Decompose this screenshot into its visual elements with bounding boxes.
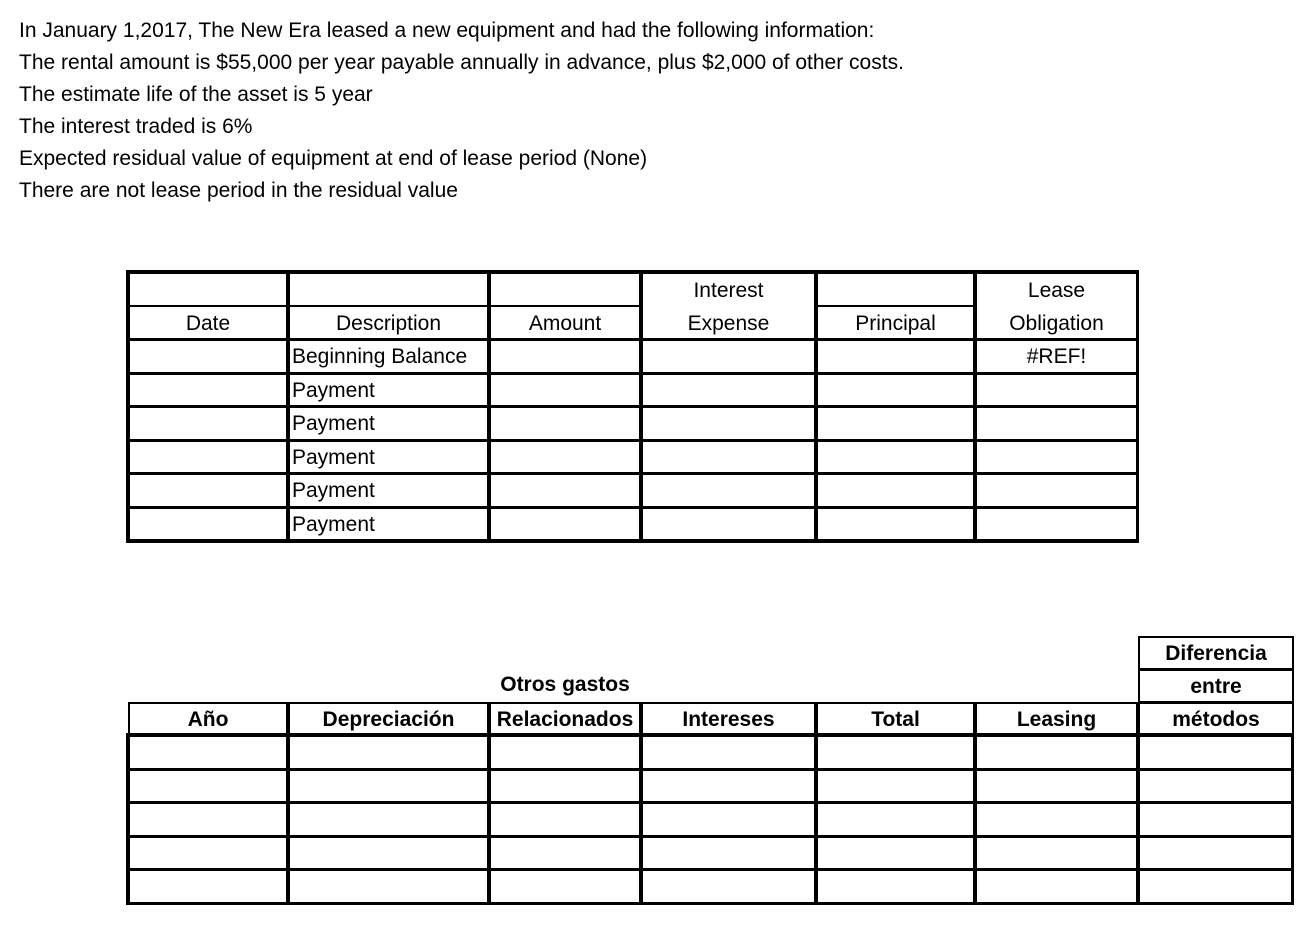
table-cell[interactable]: Payment	[288, 507, 489, 542]
column-header-line: Obligation	[1009, 312, 1104, 335]
column-header: Intereses	[641, 702, 816, 735]
column-header-line: Expense	[687, 312, 770, 335]
comparison-table-frame	[126, 733, 1294, 905]
column-header-line: Lease	[1027, 279, 1086, 302]
statement-line: The interest traded is 6%	[19, 115, 253, 138]
column-header-line: Description	[335, 312, 442, 335]
table-cell[interactable]: #REF!	[975, 339, 1138, 374]
column-header: Relacionados	[489, 702, 641, 735]
table-cell[interactable]: Payment	[288, 373, 489, 408]
column-header-line: Principal	[855, 312, 936, 335]
column-header: métodos	[1138, 702, 1294, 735]
diff-header-line: Diferencia	[1138, 636, 1294, 670]
column-header-line: Interest	[693, 279, 764, 302]
column-header-line: Date	[185, 312, 231, 335]
column-header: Depreciación	[288, 702, 489, 735]
statement-line: The rental amount is $55,000 per year payable annually in advance, plus $2,000 of other costs.	[19, 51, 904, 74]
column-header: Año	[128, 702, 288, 735]
table-cell[interactable]: Beginning Balance	[288, 339, 489, 374]
statement-line: In January 1,2017, The New Era leased a new equipment and had the following information:	[19, 19, 875, 42]
table-cell[interactable]: Payment	[288, 473, 489, 508]
column-header: Total	[816, 702, 975, 735]
statement-line: The estimate life of the asset is 5 year	[19, 83, 373, 106]
table-cell[interactable]: Payment	[288, 406, 489, 441]
diff-header-line: entre	[1138, 669, 1294, 703]
problem-statement	[19, 15, 904, 207]
lease-table-frame	[126, 270, 1139, 543]
statement-line: There are not lease period in the residual value	[19, 179, 458, 202]
otros-gastos-label: Otros gastos	[500, 673, 630, 696]
statement-line: Expected residual value of equipment at end of lease period (None)	[19, 147, 648, 170]
table-cell[interactable]: Payment	[288, 440, 489, 475]
column-header-line: Amount	[528, 312, 602, 335]
column-header: Leasing	[975, 702, 1138, 735]
